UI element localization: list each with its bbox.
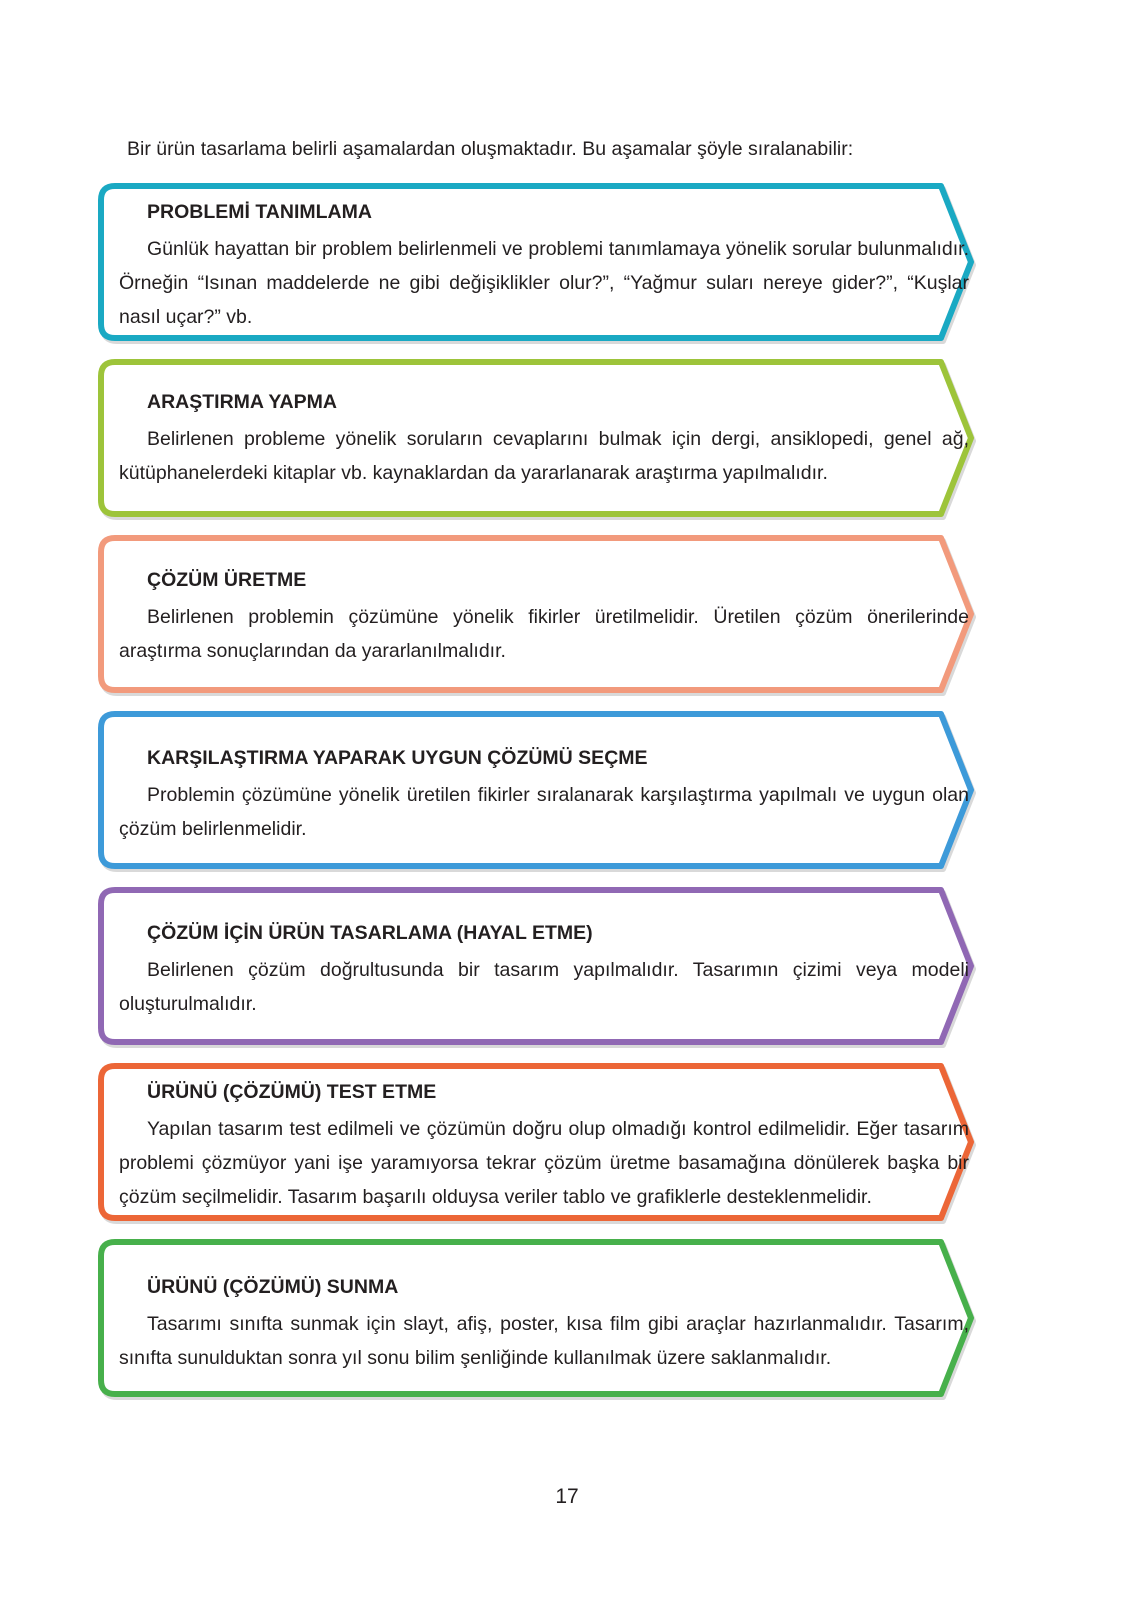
step-title: ÜRÜNÜ (ÇÖZÜMÜ) TEST ETME — [147, 1081, 437, 1103]
step-title: ÇÖZÜM İÇİN ÜRÜN TASARLAMA (HAYAL ETME) — [147, 922, 593, 944]
step-description: Belirlenen problemin çözümüne yönelik fikirler üretilmelidir. Üretilen çözüm önerilerinde araştırma sonuçlarından da yararlanılmalıdır. — [119, 606, 969, 662]
step-compare-select — [98, 711, 1003, 869]
step-research — [98, 359, 1003, 517]
intro-text: Bir ürün tasarlama belirli aşamalardan oluşmaktadır. Bu aşamalar şöyle sıralanabilir: — [127, 138, 854, 160]
step-title: ÇÖZÜM ÜRETME — [147, 569, 307, 591]
step-test-product — [98, 1063, 1003, 1221]
step-title: ÜRÜNÜ (ÇÖZÜMÜ) SUNMA — [147, 1276, 399, 1298]
page-number: 17 — [555, 1485, 579, 1508]
step-description: Belirlenen probleme yönelik soruların cevaplarını bulmak için dergi, ansiklopedi, genel ağ, kütüphanelerdeki kitaplar vb. kaynaklardan da yararlanarak araştırma yapılmalıdır. — [119, 428, 969, 484]
step-design-product — [98, 887, 1003, 1045]
step-description: Problemin çözümüne yönelik üretilen fikirler sıralanarak karşılaştırma yapılmalı ve uygun olan çözüm belirlenmelidir. — [119, 784, 969, 840]
step-present-product — [98, 1239, 1003, 1397]
step-title: ARAŞTIRMA YAPMA — [147, 391, 337, 413]
step-problem-definition — [98, 183, 1003, 341]
step-description: Belirlenen çözüm doğrultusunda bir tasarım yapılmalıdır. Tasarımın çizimi veya modeli oluşturulmalıdır. — [119, 959, 969, 1015]
step-title: PROBLEMİ TANIMLAMA — [147, 201, 372, 223]
step-produce-solution — [98, 535, 1003, 693]
step-title: KARŞILAŞTIRMA YAPARAK UYGUN ÇÖZÜMÜ SEÇME — [147, 747, 648, 769]
step-description: Günlük hayattan bir problem belirlenmeli ve problemi tanımlamaya yönelik sorular bulunmalıdır. Örneğin “Isınan maddelerde ne gibi değişiklikler olur?”, “Yağmur suları nereye gider?”, “Kuşlar nasıl uçar?” vb. — [119, 238, 969, 328]
step-description: Yapılan tasarım test edilmeli ve çözümün doğru olup olmadığı kontrol edilmelidir. Eğer tasarım problemi çözmüyor yani işe yaramıyorsa tekrar çözüm üretme basamağına dönülerek başka bir çözüm seçilmelidir. Tasarım başarılı olduysa veriler tablo ve grafiklerle desteklenmelidir. — [119, 1118, 969, 1208]
step-description: Tasarımı sınıfta sunmak için slayt, afiş, poster, kısa film gibi araçlar hazırlanmalıdır. Tasarım, sınıfta sunulduktan sonra yıl sonu bilim şenliğinde kullanılmak üzere saklanmalıdır. — [119, 1313, 969, 1369]
